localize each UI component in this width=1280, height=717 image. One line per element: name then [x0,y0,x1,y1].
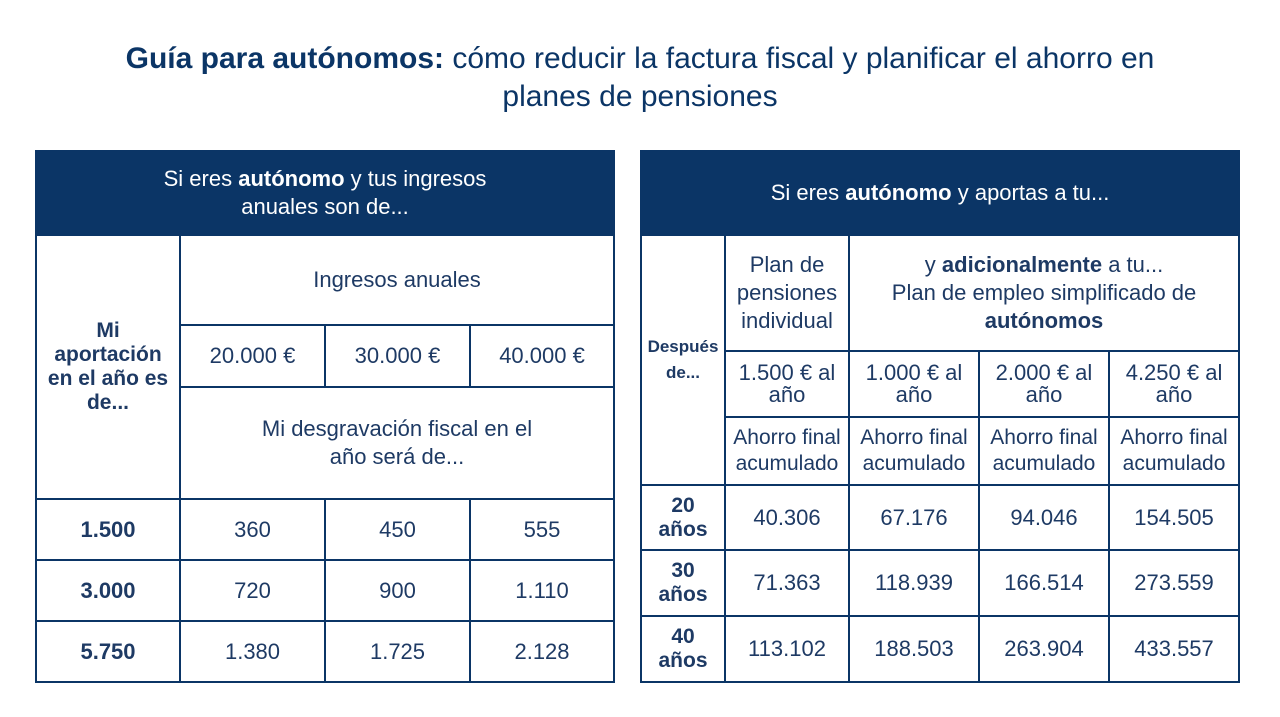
right-table-header [641,151,1239,235]
table-row [36,560,614,621]
row-label: 30 años [641,550,725,616]
plan-empleo-text: Plan de empleo simplificado de [891,280,1197,305]
page-title [0,40,1280,116]
row-label: 40 años [641,616,725,682]
table-cell: 450 [325,499,470,560]
table-cell: 555 [470,499,614,560]
plan-empleo-label [849,235,1239,351]
left-header-line2: anuales son de... [241,194,409,219]
table-cell: 720 [180,560,325,621]
table-row [36,621,614,682]
table-cell: 67.176 [849,485,979,550]
table-row [641,616,1239,682]
table-cell: 113.102 [725,616,849,682]
title-line2: planes de pensiones [502,80,778,113]
right-header-bold: autónomo [845,180,952,205]
table-cell: 118.939 [849,550,979,616]
title-line1 [126,42,1155,75]
adic-bold: adicionalmente [941,252,1103,277]
table-row [641,550,1239,616]
ingresos-anuales-label: Ingresos anuales [180,235,614,325]
adic-pre: y [924,252,942,277]
left-header-bold: autónomo [238,166,345,191]
row-label: 3.000 [36,560,180,621]
desgravacion-line2: año será de... [329,444,465,469]
right-header-post: y aportas a tu... [951,180,1110,205]
adic-post: a tu... [1102,252,1164,277]
left-header-post: y tus ingresos [344,166,487,191]
table-cell: 166.514 [979,550,1109,616]
left-table-header [36,151,614,235]
income-30000: 30.000 € [325,325,470,387]
income-20000: 20.000 € [180,325,325,387]
amount-empleo-4250: 4.250 € al año [1109,351,1239,417]
amount-empleo-1000: 1.000 € al año [849,351,979,417]
ahorro-label: Ahorro final acumulado [979,417,1109,485]
desgravacion-line1: Mi desgravación fiscal en el [261,416,533,441]
table-cell: 433.557 [1109,616,1239,682]
income-40000: 40.000 € [470,325,614,387]
plan-individual-label: Plan de pensiones individual [725,235,849,351]
title-rest: cómo reducir la factura fiscal y planificar el ahorro en [444,42,1155,75]
table-cell: 188.503 [849,616,979,682]
table-cell: 94.046 [979,485,1109,550]
right-header-pre: Si eres [770,180,846,205]
table-cell: 71.363 [725,550,849,616]
amount-individual: 1.500 € al año [725,351,849,417]
table-cell: 154.505 [1109,485,1239,550]
table-cell: 900 [325,560,470,621]
amount-empleo-2000: 2.000 € al año [979,351,1109,417]
table-row [36,499,614,560]
table-cell: 2.128 [470,621,614,682]
pension-savings-table [640,150,1240,683]
table-cell: 273.559 [1109,550,1239,616]
desgravacion-label [180,387,614,499]
title-bold: Guía para autónomos: [125,42,445,75]
ahorro-label: Ahorro final acumulado [849,417,979,485]
left-header-pre: Si eres [163,166,239,191]
row-label: 1.500 [36,499,180,560]
ahorro-label: Ahorro final acumulado [1109,417,1239,485]
plan-empleo-bold: autónomos [984,308,1104,333]
row-label: 5.750 [36,621,180,682]
table-cell: 1.110 [470,560,614,621]
tax-deduction-table [35,150,615,683]
table-cell: 40.306 [725,485,849,550]
row-label: 20 años [641,485,725,550]
table-cell: 360 [180,499,325,560]
despues-label: Después de... [641,235,725,485]
table-cell: 1.380 [180,621,325,682]
contribution-label: Mi aportación en el año es de... [36,235,180,499]
table-row [641,485,1239,550]
table-cell: 263.904 [979,616,1109,682]
table-cell: 1.725 [325,621,470,682]
ahorro-label: Ahorro final acumulado [725,417,849,485]
